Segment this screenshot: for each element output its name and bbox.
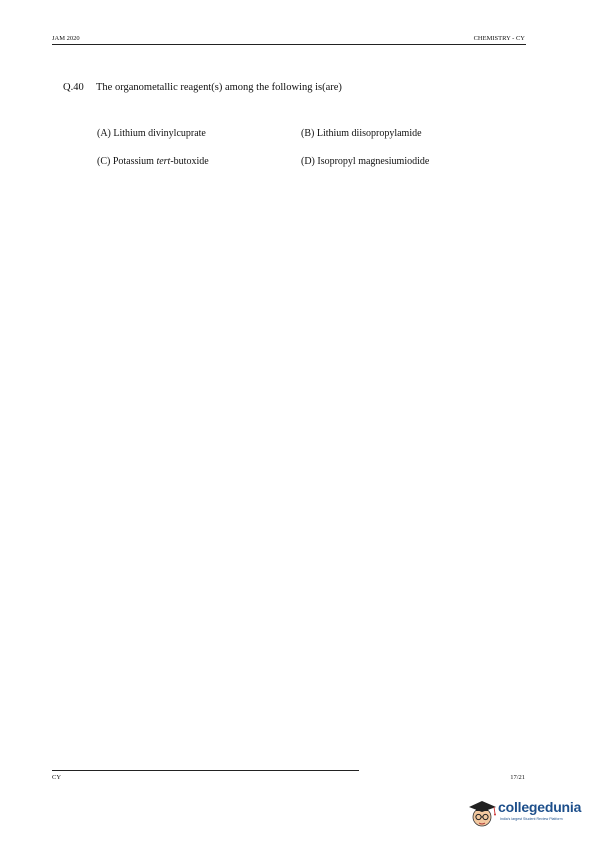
option-c [97, 156, 209, 167]
collegedunia-logo [468, 795, 588, 831]
option-c-italic: tert [156, 156, 171, 167]
footer-code: CY [52, 774, 62, 781]
graduate-cap-icon [468, 797, 498, 829]
option-b: (B) Lithium diisopropylamide [301, 128, 422, 139]
logo-tagline: India's largest Student Review Platform [500, 817, 563, 821]
page-number: 17/21 [510, 774, 525, 781]
question-stem [63, 82, 342, 93]
logo-wordmark: collegedunia [498, 799, 582, 815]
exam-name: JAM 2020 [52, 35, 80, 42]
option-d: (D) Isopropyl magnesiumiodide [301, 156, 430, 167]
footer-divider [52, 770, 359, 771]
header-divider [52, 44, 526, 45]
option-a: (A) Lithium divinylcuprate [97, 128, 206, 139]
paper-subject: CHEMISTRY - CY [473, 35, 525, 42]
question-number: Q.40 [63, 82, 84, 93]
option-c-suffix: -butoxide [170, 156, 209, 167]
option-c-prefix: (C) Potassium [97, 156, 157, 167]
question-text: The organometallic reagent(s) among the following is(are) [96, 82, 342, 93]
